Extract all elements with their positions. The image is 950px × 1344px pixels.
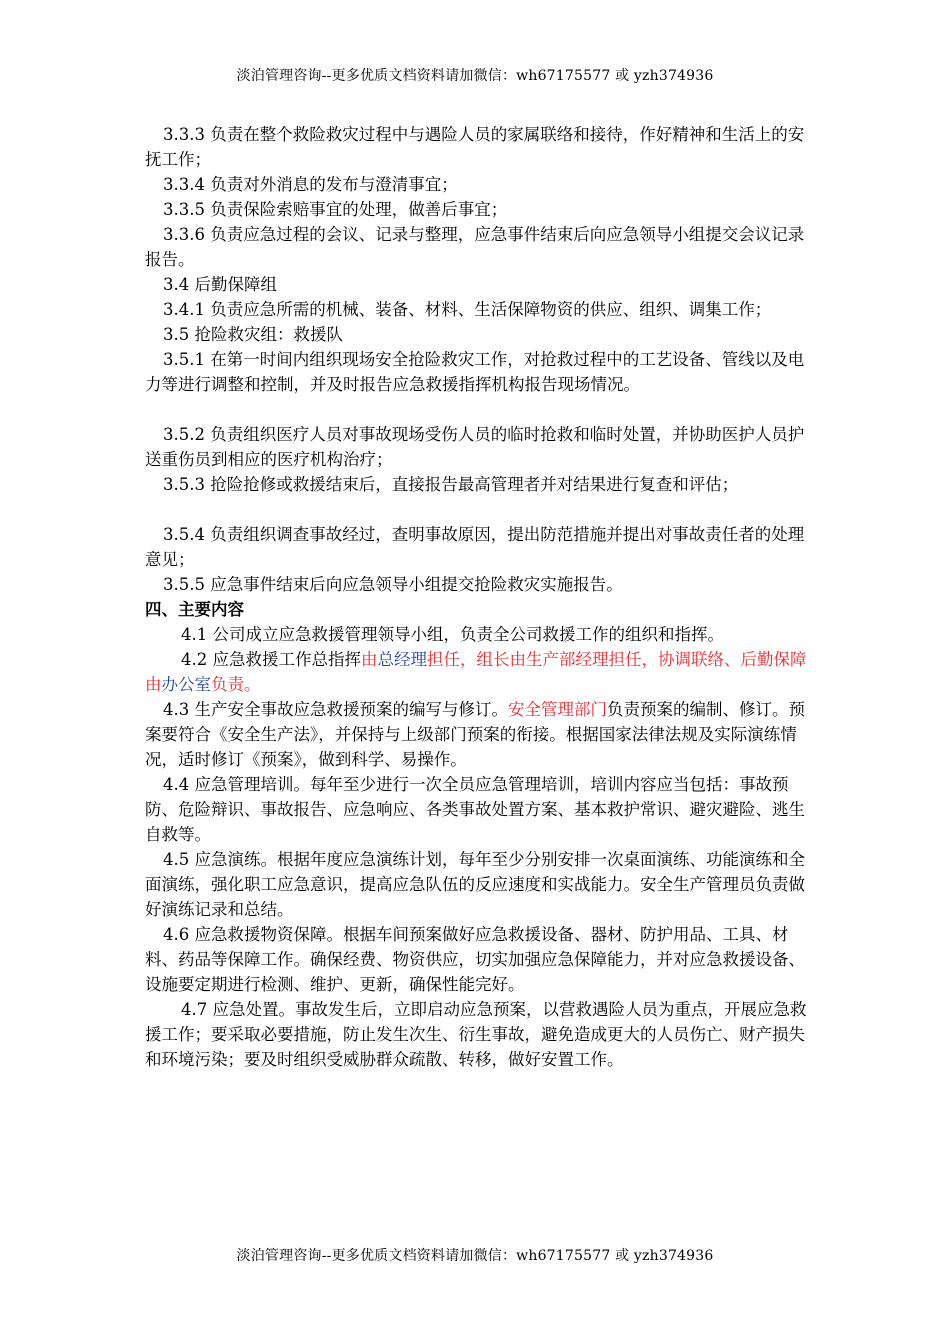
paragraph-4-1: 4.1 公司成立应急救援管理领导小组，负责全公司救援工作的组织和指挥。 bbox=[181, 625, 724, 644]
paragraph-4-2 bbox=[145, 647, 817, 697]
page-footer: 淡泊管理咨询--更多优质文档资料请加微信：wh67175577 或 yzh374936 bbox=[236, 1248, 714, 1264]
paragraph-4-2-highlight: 负责。 bbox=[211, 675, 261, 694]
paragraph-3-4-1: 3.4.1 负责应急所需的机械、装备、材料、生活保障物资的供应、组织、调集工作； bbox=[163, 300, 772, 319]
paragraph-4-2-highlight: 由 bbox=[361, 650, 378, 669]
paragraph-4-5: 4.5 应急演练。根据年度应急演练计划，每年至少分别安排一次桌面演练、功能演练和全面演练，强化职工应急意识，提高应急队伍的反应速度和实战能力。安全生产管理员负责做好演练记录和总结。 bbox=[145, 850, 805, 919]
paragraph-4-3 bbox=[145, 697, 817, 772]
paragraph-3-5-3: 3.5.3 抢险抢修或救援结束后，直接报告最高管理者并对结果进行复查和评估； bbox=[163, 475, 739, 494]
paragraph-3-3-4: 3.3.4 负责对外消息的发布与澄清事宜； bbox=[163, 175, 458, 194]
paragraph-4-3-rest: 负责预案的编制、修订。预案要符合《安全生产法》，并保持与上级部门预案的衔接。根据国家法律法规及实际演练情况，适时修订《预案》，做到科学、易操作。 bbox=[145, 700, 805, 769]
office-text: 办公室 bbox=[161, 675, 211, 694]
paragraph-4-4: 4.4 应急管理培训。每年至少进行一次全员应急管理培训，培训内容应当包括：事故预防、危险辩识、事故报告、应急响应、各类事故处置方案、基本救护常识、避灾避险、逃生自救等。 bbox=[145, 775, 805, 844]
paragraph-4-2-highlight: 担任，组长由生产部经理担任，协调联络、后勤保障由 bbox=[145, 650, 807, 694]
paragraph-4-7: 4.7 应急处置。事故发生后，立即启动应急预案，以营救遇险人员为重点，开展应急救援工作；要采取必要措施，防止发生次生、衍生事故，避免造成更大的人员伤亡、财产损失和环境污染；要及时组织受威胁群众疏散、转移，做好安置工作。 bbox=[145, 1000, 807, 1069]
paragraph-3-5-1: 3.5.1 在第一时间内组织现场安全抢险救灾工作，对抢救过程中的工艺设备、管线以及电力等进行调整和控制，并及时报告应急救援指挥机构报告现场情况。 bbox=[145, 350, 805, 394]
section-4-heading: 四、主要内容 bbox=[145, 600, 244, 619]
paragraph-3-5-5: 3.5.5 应急事件结束后向应急领导小组提交抢险救灾实施报告。 bbox=[163, 575, 623, 594]
paragraph-3-5-2: 3.5.2 负责组织医疗人员对事故现场受伤人员的临时抢救和临时处置，并协助医护人员护送重伤员到相应的医疗机构治疗； bbox=[145, 425, 805, 469]
section-3-4-title: 3.4 后勤保障组 bbox=[163, 275, 277, 294]
paragraph-4-6: 4.6 应急救援物资保障。根据车间预案做好应急救援设备、器材、防护用品、工具、材料、药品等保障工作。确保经费、物资供应，切实加强应急保障能力，并对应急救援设备、设施要定期进行检测、维护、更新，确保性能完好。 bbox=[145, 925, 805, 994]
blank-line bbox=[145, 397, 817, 422]
blank-line bbox=[145, 497, 817, 522]
document-body bbox=[145, 122, 817, 1072]
paragraph-3-5-4: 3.5.4 负责组织调查事故经过，查明事故原因，提出防范措施并提出对事故责任者的处理意见； bbox=[145, 525, 805, 569]
safety-dept-highlight: 安全管理部门 bbox=[508, 700, 607, 719]
paragraph-4-3-lead: 4.3 生产安全事故应急救援预案的编写与修订。 bbox=[163, 700, 508, 719]
paragraph-3-3-5: 3.3.5 负责保险索赔事宜的处理，做善后事宜； bbox=[163, 200, 508, 219]
paragraph-4-2-lead: 4.2 应急救援工作总指挥 bbox=[181, 650, 361, 669]
paragraph-3-3-6: 3.3.6 负责应急过程的会议、记录与整理，应急事件结束后向应急领导小组提交会议记录报告。 bbox=[145, 225, 805, 269]
page-header: 淡泊管理咨询--更多优质文档资料请加微信：wh67175577 或 yzh374936 bbox=[236, 68, 714, 84]
general-manager-text: 总经理 bbox=[377, 650, 427, 669]
section-3-5-title: 3.5 抢险救灾组：救援队 bbox=[163, 325, 343, 344]
paragraph-3-3-3: 3.3.3 负责在整个救险救灾过程中与遇险人员的家属联络和接待，作好精神和生活上的安抚工作； bbox=[145, 125, 805, 169]
